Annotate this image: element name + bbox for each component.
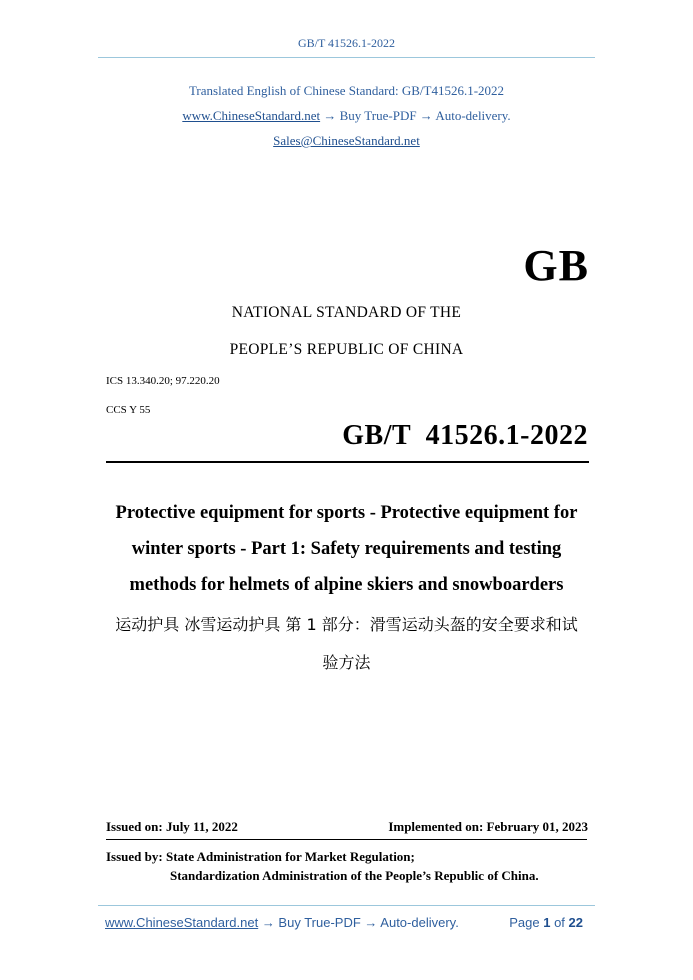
- buy-text: → Buy True-PDF → Auto-delivery.: [320, 108, 511, 123]
- issued-by: [106, 847, 539, 885]
- gb-mark: GB: [523, 241, 589, 290]
- title-zh-line: 验方法: [322, 653, 371, 672]
- standard-code: GB/T 41526.1-2022: [342, 420, 588, 451]
- code-divider: [106, 461, 589, 463]
- title-en-line: Protective equipment for sports - Protective equipment for: [115, 503, 578, 523]
- footer-buy-line: [105, 915, 459, 930]
- site-link[interactable]: www.ChineseStandard.net: [182, 108, 321, 123]
- footer-divider: [98, 905, 595, 906]
- sales-email-link[interactable]: Sales@ChineseStandard.net: [273, 133, 420, 148]
- footer-buy-text: → Buy True-PDF → Auto-delivery.: [258, 915, 459, 930]
- buy-line: [0, 108, 693, 124]
- email-line: [0, 133, 693, 149]
- implemented-on-date: Implemented on: February 01, 2023: [388, 819, 588, 834]
- of-label: of: [554, 915, 565, 930]
- issued-by-line: Standardization Administration of the People’s Republic of China.: [170, 868, 539, 883]
- issued-on-date: Issued on: July 11, 2022: [106, 819, 238, 834]
- ics-code: ICS 13.340.20; 97.220.20: [106, 375, 220, 387]
- title-zh-line: 运动护具 冰雪运动护具 第 1 部分：滑雪运动头盔的安全要求和试: [115, 615, 578, 634]
- translation-note: Translated English of Chinese Standard: GB/T41526.1-2022: [188, 83, 505, 98]
- national-standard-line2: PEOPLE’S REPUBLIC OF CHINA: [229, 341, 464, 358]
- footer-site-link[interactable]: www.ChineseStandard.net: [105, 915, 259, 930]
- header-divider: [98, 57, 595, 58]
- running-header: GB/T 41526.1-2022: [297, 36, 396, 50]
- page-number: 1: [543, 915, 551, 930]
- page-indicator: [509, 915, 583, 930]
- issued-by-line: Issued by: State Administration for Market Regulation;: [106, 849, 415, 864]
- ccs-code: CCS Y 55: [106, 404, 151, 416]
- title-en-line: methods for helmets of alpine skiers and snowboarders: [129, 575, 564, 595]
- page-label: Page: [509, 915, 540, 930]
- national-standard-line1: NATIONAL STANDARD OF THE: [231, 304, 462, 321]
- page-total: 22: [568, 915, 583, 930]
- issue-divider: [106, 839, 587, 840]
- title-en-line: winter sports - Part 1: Safety requirements and testing: [131, 539, 562, 559]
